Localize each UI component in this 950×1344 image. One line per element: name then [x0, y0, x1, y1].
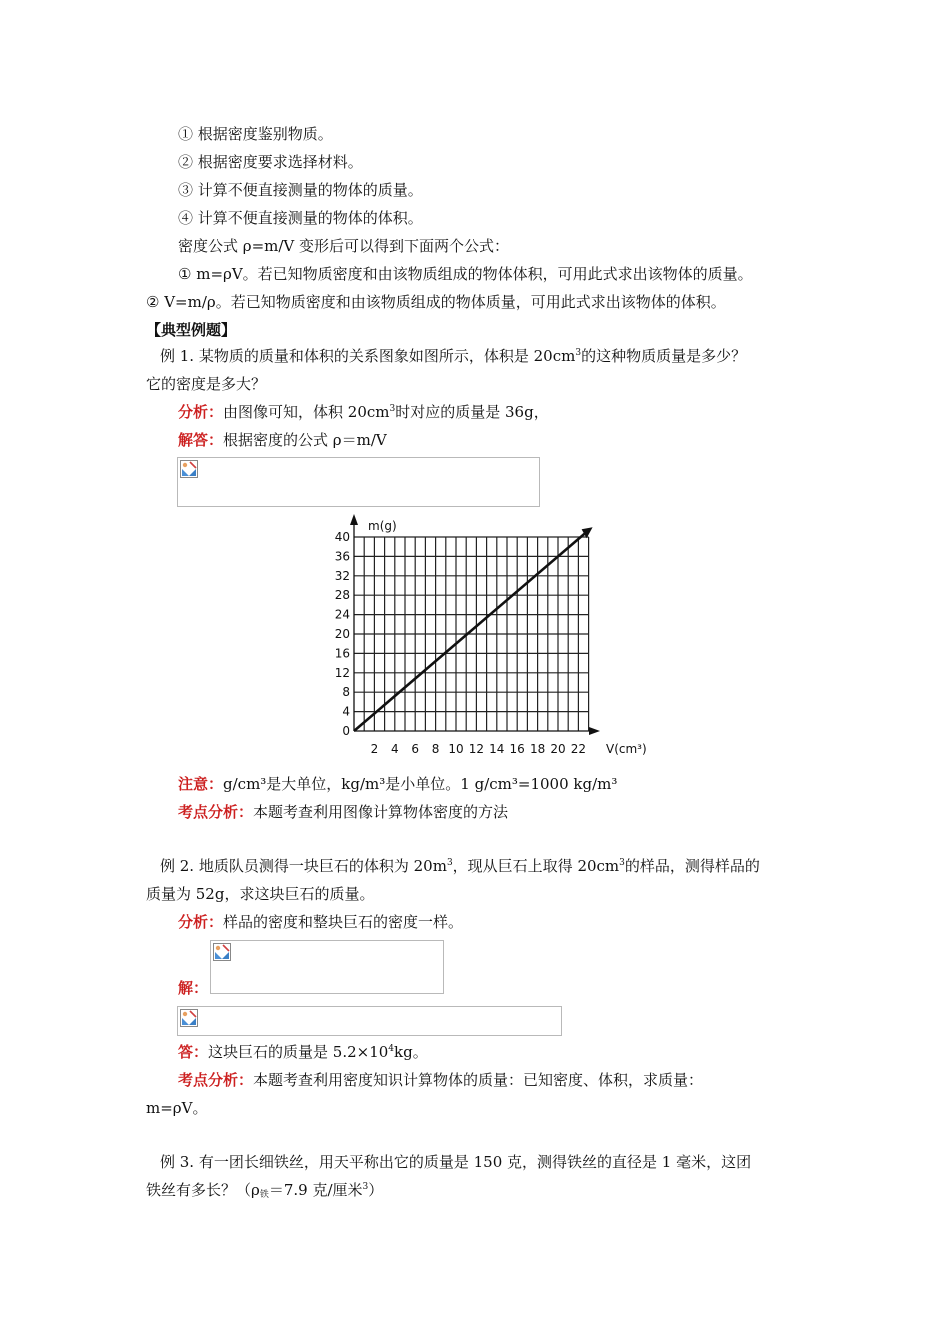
- broken-image-icon: [180, 1009, 198, 1027]
- x-tick-label: 6: [411, 742, 420, 756]
- x-tick-label: 20: [550, 742, 566, 756]
- ex2-question-line2: 质量为 52g，求这块巨石的质量。: [146, 885, 375, 903]
- ex1-point-label: 考点分析：: [178, 803, 254, 821]
- ex1-formula-image: [177, 457, 540, 507]
- formula-1: ① m=ρV。若已知物质密度和由该物质组成的物体体积，可用此式求出该物体的质量。: [178, 265, 753, 283]
- list-item-1: ① 根据密度鉴别物质。: [178, 125, 333, 143]
- ex3-question-line2: [146, 1180, 383, 1200]
- ex1-note-text: g/cm³是大单位，kg/m³是小单位。1 g/cm³=1000 kg/m³: [223, 775, 618, 793]
- section-title: 【典型例题】: [146, 321, 237, 339]
- x-tick-label: 16: [509, 742, 525, 756]
- list-item-2: ② 根据密度要求选择材料。: [178, 153, 363, 171]
- ex3-question-sup: 3: [362, 1182, 369, 1192]
- ex1-question-b: 的这种物质质量是多少？: [581, 347, 747, 365]
- broken-image-icon: [180, 460, 198, 478]
- ex1-question-a: 例 1. 某物质的质量和体积的关系图象如图所示，体积是 20cm: [160, 347, 576, 365]
- y-tick-label: 12: [334, 665, 350, 680]
- ex1-answer-text: 根据密度的公式 ρ＝m/V: [223, 431, 387, 449]
- x-tick-label: 8: [431, 742, 440, 756]
- ex1-analysis-sup: 3: [389, 404, 396, 414]
- x-tick-label: 18: [529, 742, 546, 756]
- ex2-question-c: 的样品，测得样品的: [624, 857, 760, 875]
- ex2-point-text: 本题考查利用密度知识计算物体的质量：已知密度、体积，求质量：: [253, 1071, 704, 1089]
- ex3-question-sub: 铁: [259, 1190, 269, 1200]
- y-tick-label: 0: [342, 724, 350, 738]
- x-tick-label: 10: [448, 742, 464, 756]
- ex1-answer: [178, 430, 387, 450]
- ex2-point: [178, 1070, 703, 1090]
- ex2-answer-sup: 4: [388, 1044, 395, 1054]
- ex1-point: [178, 802, 508, 822]
- ex2-question-sup1: 3: [446, 858, 453, 868]
- ex3-question-c: ）: [368, 1181, 384, 1199]
- ex2-analysis-label: 分析：: [178, 913, 224, 931]
- ex1-analysis: [178, 402, 549, 422]
- formula-intro: 密度公式 ρ=m/V 变形后可以得到下面两个公式：: [178, 237, 510, 255]
- ex2-answer-a: 这块巨石的质量是 5.2×10: [208, 1043, 389, 1061]
- mass-volume-chart: [330, 512, 670, 762]
- ex2-answer-b: kg。: [394, 1043, 428, 1061]
- x-axis-arrow-icon: [589, 727, 600, 735]
- ex2-point-label: 考点分析：: [178, 1071, 254, 1089]
- y-tick-label: 36: [334, 549, 350, 564]
- ex2-calc-image: [177, 1006, 562, 1036]
- x-tick-label: 4: [390, 742, 399, 756]
- y-axis-arrow-icon: [350, 514, 358, 525]
- x-tick-label: 12: [468, 742, 485, 756]
- ex2-solution-label: 解：: [178, 979, 209, 997]
- ex1-question-sup: 3: [575, 348, 582, 358]
- ex2-analysis: [178, 912, 463, 932]
- x-tick-label: 14: [489, 742, 505, 756]
- y-tick-label: 40: [334, 530, 350, 544]
- ex2-analysis-text: 样品的密度和整块巨石的密度一样。: [223, 913, 464, 931]
- list-item-4: ④ 计算不便直接测量的物体的体积。: [178, 209, 423, 227]
- ex2-question-sup2: 3: [619, 858, 625, 868]
- broken-image-icon: [213, 943, 231, 961]
- ex1-analysis-b: 时对应的质量是 36g，: [395, 403, 549, 421]
- ex1-note: [178, 774, 617, 794]
- ex3-question-a: 铁丝有多长？（ρ: [146, 1181, 260, 1199]
- ex3-question-line1: 例 3. 有一团长细铁丝，用天平称出它的质量是 150 克，测得铁丝的直径是 1 毫米，这团: [160, 1153, 752, 1171]
- y-axis-label: m(g): [368, 519, 397, 533]
- y-tick-label: 32: [334, 568, 350, 583]
- x-tick-label: 2: [370, 742, 379, 756]
- x-axis-label: V(cm³): [606, 742, 647, 756]
- ex2-answer-label: 答：: [178, 1043, 209, 1061]
- ex1-question-line2: 它的密度是多大？: [146, 375, 267, 393]
- ex1-note-label: 注意：: [178, 775, 224, 793]
- y-tick-label: 4: [342, 704, 350, 719]
- series-line: [354, 530, 589, 731]
- formula-2: ② V=m/ρ。若已知物质密度和由该物质组成的物体质量，可用此式求出该物体的体积。: [146, 293, 726, 311]
- ex1-question: [160, 346, 746, 366]
- ex1-point-text: 本题考查利用图像计算物体密度的方法: [253, 803, 509, 821]
- y-tick-label: 20: [334, 627, 350, 641]
- chart-series: [354, 527, 593, 731]
- y-tick-label: 24: [334, 607, 350, 622]
- list-item-3: ③ 计算不便直接测量的物体的质量。: [178, 181, 423, 199]
- ex1-analysis-a: 由图像可知，体积 20cm: [223, 403, 390, 421]
- ex2-point-line2: m=ρV。: [146, 1099, 208, 1117]
- ex1-analysis-label: 分析：: [178, 403, 224, 421]
- ex2-solution-image: [210, 940, 444, 994]
- ex3-question-b: ＝7.9 克/厘米: [268, 1181, 363, 1199]
- ex1-answer-label: 解答：: [178, 431, 224, 449]
- ex2-question-b: ，现从巨石上取得 20cm: [452, 857, 620, 875]
- ex2-answer: [178, 1042, 428, 1062]
- y-tick-label: 28: [334, 588, 350, 603]
- x-tick-label: 22: [570, 742, 587, 756]
- y-tick-label: 8: [342, 685, 350, 700]
- y-tick-label: 16: [334, 646, 350, 661]
- ex2-question-a: 例 2. 地质队员测得一块巨石的体积为 20m: [160, 857, 447, 875]
- ex2-question: [160, 856, 760, 876]
